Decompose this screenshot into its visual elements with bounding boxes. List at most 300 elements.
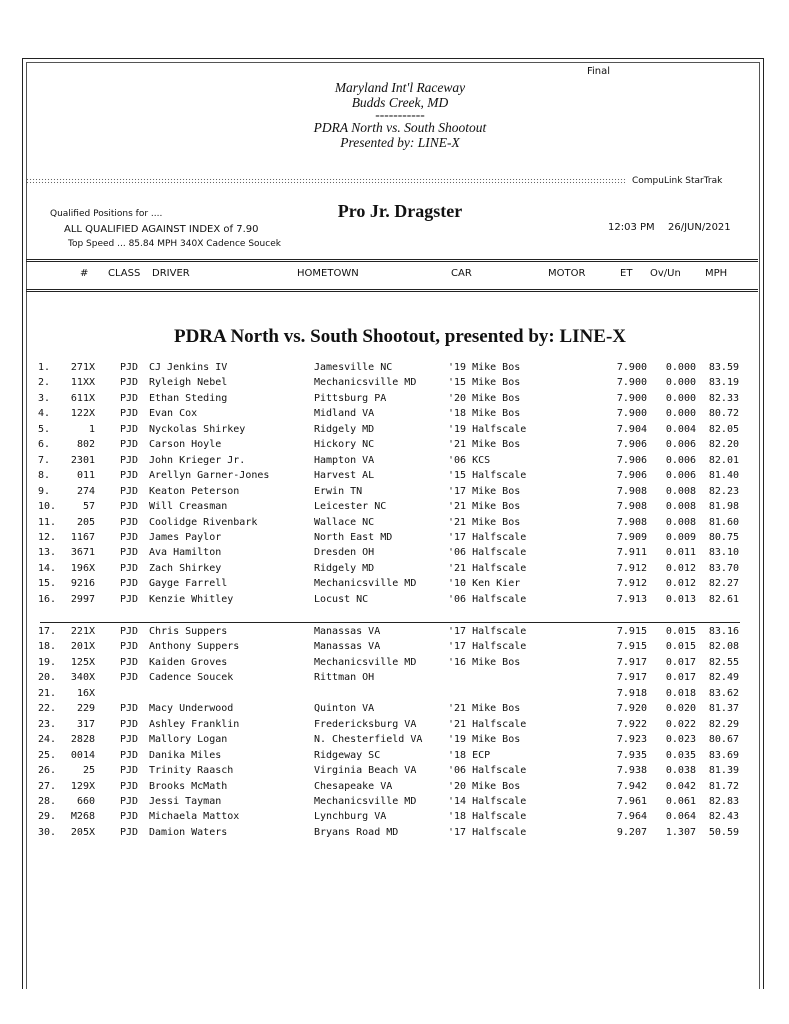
cell-car: '06 KCS bbox=[448, 454, 491, 466]
cell-driver: Carson Hoyle bbox=[149, 439, 222, 451]
track-city: Budds Creek, MD bbox=[351, 95, 449, 110]
table-row bbox=[0, 455, 789, 470]
cell-car-number: 2997 bbox=[70, 593, 95, 605]
cell-driver: Coolidge Rivenbark bbox=[149, 516, 258, 528]
cell-hometown: N. Chesterfield VA bbox=[314, 734, 423, 746]
cell-driver: Keaton Peterson bbox=[149, 485, 240, 497]
cell-class: PJD bbox=[120, 641, 139, 653]
table-row bbox=[0, 486, 789, 501]
cell-ov-un: 0.061 bbox=[665, 795, 696, 807]
cell-car: '21 Halfscale bbox=[448, 562, 527, 574]
cell-ov-un: 0.008 bbox=[665, 501, 696, 513]
cell-position: 16. bbox=[38, 593, 57, 605]
cell-et: 7.913 bbox=[616, 593, 647, 605]
cell-car-number: 340X bbox=[70, 672, 95, 684]
cell-ov-un: 0.042 bbox=[665, 780, 696, 792]
cell-class: PJD bbox=[120, 470, 139, 482]
cell-mph: 82.05 bbox=[708, 423, 739, 435]
cell-position: 22. bbox=[38, 703, 57, 715]
cell-car-number: 201X bbox=[70, 641, 95, 653]
col-header-driver: DRIVER bbox=[152, 268, 190, 279]
cell-class: PJD bbox=[120, 408, 139, 420]
cell-class: PJD bbox=[120, 439, 139, 451]
cell-mph: 82.27 bbox=[708, 578, 739, 590]
cell-class: PJD bbox=[120, 672, 139, 684]
cell-et: 7.906 bbox=[616, 454, 647, 466]
cell-ov-un: 1.307 bbox=[665, 826, 696, 838]
cell-car-number: 1167 bbox=[70, 531, 95, 543]
print-time: 12:03 PM bbox=[608, 222, 655, 233]
cell-et: 7.904 bbox=[616, 423, 647, 435]
cell-position: 26. bbox=[38, 765, 57, 777]
cell-et: 7.900 bbox=[616, 362, 647, 373]
cell-class: PJD bbox=[120, 578, 139, 590]
cell-driver: Ethan Steding bbox=[149, 392, 228, 404]
cell-car-number: 802 bbox=[76, 439, 95, 451]
cell-mph: 82.08 bbox=[708, 641, 739, 653]
table-row bbox=[0, 408, 789, 423]
table-row bbox=[0, 641, 789, 656]
cell-class: PJD bbox=[120, 718, 139, 730]
cell-car: '06 Halfscale bbox=[448, 765, 527, 777]
cell-car-number: 274 bbox=[76, 485, 95, 497]
table-row bbox=[0, 377, 789, 392]
cell-driver: Mallory Logan bbox=[149, 734, 228, 746]
cell-position: 11. bbox=[38, 516, 57, 528]
cell-car: '17 Halfscale bbox=[448, 531, 527, 543]
cell-car: '15 Mike Bos bbox=[448, 377, 521, 389]
cell-driver: Kaiden Groves bbox=[149, 656, 228, 668]
cell-driver: Danika Miles bbox=[149, 749, 222, 761]
cell-class: PJD bbox=[120, 562, 139, 574]
cell-class: PJD bbox=[120, 377, 139, 389]
cell-mph: 83.70 bbox=[708, 562, 739, 574]
cell-class: PJD bbox=[120, 454, 139, 466]
cell-car: '21 Mike Bos bbox=[448, 501, 521, 513]
cell-position: 24. bbox=[38, 734, 57, 746]
cell-et: 7.922 bbox=[616, 718, 647, 730]
cell-et: 7.912 bbox=[616, 578, 647, 590]
cell-et: 7.900 bbox=[616, 392, 647, 404]
cell-car-number: 16X bbox=[76, 687, 95, 699]
cell-position: 17. bbox=[38, 626, 57, 637]
cell-et: 7.912 bbox=[616, 562, 647, 574]
event-sponsor: Presented by: LINE-X bbox=[340, 135, 460, 150]
cell-class: PJD bbox=[120, 485, 139, 497]
cell-car-number: 122X bbox=[70, 408, 95, 420]
cell-ov-un: 0.017 bbox=[665, 672, 696, 684]
cell-hometown: Mechanicsville MD bbox=[314, 377, 417, 389]
col-header-ovun: Ov/Un bbox=[650, 268, 681, 279]
cell-et: 7.908 bbox=[616, 485, 647, 497]
cell-ov-un: 0.011 bbox=[665, 547, 696, 559]
cell-class: PJD bbox=[120, 811, 139, 823]
cell-class: PJD bbox=[120, 423, 139, 435]
cell-mph: 83.69 bbox=[708, 749, 739, 761]
cell-et: 7.961 bbox=[616, 795, 647, 807]
table-row bbox=[0, 750, 789, 765]
cell-driver: Brooks McMath bbox=[149, 780, 228, 792]
cell-car: '06 Halfscale bbox=[448, 593, 527, 605]
cell-class: PJD bbox=[120, 362, 139, 373]
cell-mph: 80.67 bbox=[708, 734, 739, 746]
table-row bbox=[0, 703, 789, 718]
cell-hometown: Mechanicsville MD bbox=[314, 656, 417, 668]
cell-position: 27. bbox=[38, 780, 57, 792]
table-row bbox=[0, 362, 789, 377]
cell-hometown: Erwin TN bbox=[314, 485, 363, 497]
header-rule-bottom-2 bbox=[26, 291, 758, 292]
cell-mph: 82.43 bbox=[708, 811, 739, 823]
cell-car: '19 Mike Bos bbox=[448, 734, 521, 746]
cell-et: 7.915 bbox=[616, 626, 647, 637]
table-row bbox=[0, 393, 789, 408]
col-header-num: # bbox=[80, 268, 89, 279]
cell-et: 7.906 bbox=[616, 439, 647, 451]
timing-system-label: CompuLink StarTrak bbox=[632, 176, 723, 186]
cell-mph: 50.59 bbox=[708, 826, 739, 838]
cell-car-number: 205X bbox=[70, 826, 95, 838]
cell-car-number: 25 bbox=[82, 765, 95, 777]
cell-car: '15 Halfscale bbox=[448, 470, 527, 482]
cell-position: 9. bbox=[38, 485, 51, 497]
cell-hometown: Ridgely MD bbox=[314, 562, 375, 574]
cell-car: '10 Ken Kier bbox=[448, 578, 521, 590]
cell-et: 7.915 bbox=[616, 641, 647, 653]
cell-ov-un: 0.004 bbox=[665, 423, 696, 435]
cell-hometown: Ridgeway SC bbox=[314, 749, 381, 761]
cell-ov-un: 0.008 bbox=[665, 485, 696, 497]
cell-ov-un: 0.017 bbox=[665, 656, 696, 668]
cell-mph: 83.19 bbox=[708, 377, 739, 389]
cell-et: 7.918 bbox=[616, 687, 647, 699]
cell-mph: 81.98 bbox=[708, 501, 739, 513]
cell-car: '17 Halfscale bbox=[448, 641, 527, 653]
cell-mph: 82.29 bbox=[708, 718, 739, 730]
cell-mph: 82.49 bbox=[708, 672, 739, 684]
cell-hometown: Hampton VA bbox=[314, 454, 375, 466]
cell-position: 12. bbox=[38, 531, 57, 543]
cell-et: 7.942 bbox=[616, 780, 647, 792]
cell-car: '18 ECP bbox=[448, 749, 491, 761]
cell-car-number: 660 bbox=[76, 795, 95, 807]
table-row bbox=[0, 594, 789, 609]
cell-class: PJD bbox=[120, 593, 139, 605]
cell-car-number: 2301 bbox=[70, 454, 95, 466]
cell-ov-un: 0.000 bbox=[665, 408, 696, 420]
cell-mph: 82.55 bbox=[708, 656, 739, 668]
cell-et: 7.917 bbox=[616, 656, 647, 668]
cell-driver: CJ Jenkins IV bbox=[149, 362, 228, 373]
cell-mph: 81.60 bbox=[708, 516, 739, 528]
table-row bbox=[0, 439, 789, 454]
cell-ov-un: 0.006 bbox=[665, 454, 696, 466]
cell-ov-un: 0.000 bbox=[665, 392, 696, 404]
cell-car-number: 1 bbox=[88, 423, 95, 435]
cell-car-number: 271X bbox=[70, 362, 95, 373]
cell-driver: Ava Hamilton bbox=[149, 547, 222, 559]
cell-car: '21 Mike Bos bbox=[448, 516, 521, 528]
cell-position: 23. bbox=[38, 718, 57, 730]
event-name: PDRA North vs. South Shootout bbox=[313, 120, 487, 135]
table-row bbox=[0, 547, 789, 562]
cell-ov-un: 0.009 bbox=[665, 531, 696, 543]
cell-class: PJD bbox=[120, 734, 139, 746]
cell-car-number: 2828 bbox=[70, 734, 95, 746]
cell-car-number: 011 bbox=[76, 470, 95, 482]
cell-car-number: 205 bbox=[76, 516, 95, 528]
cell-car-number: 317 bbox=[76, 718, 95, 730]
cell-et: 7.908 bbox=[616, 516, 647, 528]
cell-hometown: Fredericksburg VA bbox=[314, 718, 417, 730]
cell-position: 13. bbox=[38, 547, 57, 559]
cell-mph: 82.61 bbox=[708, 593, 739, 605]
table-row bbox=[0, 532, 789, 547]
cell-et: 7.900 bbox=[616, 408, 647, 420]
cell-mph: 82.23 bbox=[708, 485, 739, 497]
cell-ov-un: 0.023 bbox=[665, 734, 696, 746]
event-title: PDRA North vs. South Shootout, presented by: LINE-X bbox=[173, 326, 626, 347]
cell-position: 20. bbox=[38, 672, 57, 684]
cell-driver: Cadence Soucek bbox=[149, 672, 234, 684]
cell-ov-un: 0.006 bbox=[665, 439, 696, 451]
cell-mph: 83.16 bbox=[708, 626, 739, 637]
cell-car-number: 125X bbox=[70, 656, 95, 668]
cell-hometown: Hickory NC bbox=[314, 439, 375, 451]
cell-ov-un: 0.015 bbox=[665, 641, 696, 653]
cell-driver: Chris Suppers bbox=[149, 626, 228, 637]
cell-position: 30. bbox=[38, 826, 57, 838]
cell-car-number: 9216 bbox=[70, 578, 95, 590]
cell-hometown: North East MD bbox=[314, 531, 393, 543]
cell-class: PJD bbox=[120, 626, 139, 637]
cell-driver: Anthony Suppers bbox=[149, 641, 240, 653]
col-header-class: CLASS bbox=[108, 268, 141, 279]
table-row bbox=[0, 424, 789, 439]
table-row bbox=[0, 578, 789, 593]
cell-position: 15. bbox=[38, 578, 57, 590]
cell-hometown: Midland VA bbox=[314, 408, 375, 420]
cell-class: PJD bbox=[120, 826, 139, 838]
cell-car: '06 Halfscale bbox=[448, 547, 527, 559]
cell-class: PJD bbox=[120, 547, 139, 559]
table-row bbox=[0, 765, 789, 780]
cell-hometown: Dresden OH bbox=[314, 547, 375, 559]
cell-mph: 80.72 bbox=[708, 408, 739, 420]
cell-position: 21. bbox=[38, 687, 57, 699]
cell-class: PJD bbox=[120, 656, 139, 668]
cell-ov-un: 0.006 bbox=[665, 470, 696, 482]
cell-car-number: 221X bbox=[70, 626, 95, 637]
cell-et: 7.900 bbox=[616, 377, 647, 389]
cell-et: 7.964 bbox=[616, 811, 647, 823]
cell-et: 7.938 bbox=[616, 765, 647, 777]
cell-hometown: Locust NC bbox=[314, 593, 369, 605]
qualified-label: Qualified Positions for .... bbox=[50, 209, 163, 219]
cell-class: PJD bbox=[120, 749, 139, 761]
cell-car-number: 0014 bbox=[70, 749, 95, 761]
print-date: 26/JUN/2021 bbox=[668, 222, 731, 233]
cell-mph: 81.37 bbox=[708, 703, 739, 715]
cell-hometown: Pittsburg PA bbox=[314, 392, 387, 404]
cell-mph: 82.83 bbox=[708, 795, 739, 807]
col-header-car: CAR bbox=[451, 268, 472, 279]
table-row bbox=[0, 517, 789, 532]
cell-driver: Damion Waters bbox=[149, 826, 228, 838]
cell-car: '21 Mike Bos bbox=[448, 439, 521, 451]
cell-car: '19 Halfscale bbox=[448, 423, 527, 435]
cell-position: 10. bbox=[38, 501, 57, 513]
cell-car: '18 Mike Bos bbox=[448, 408, 521, 420]
cell-car: '21 Mike Bos bbox=[448, 703, 521, 715]
cell-driver: Evan Cox bbox=[149, 408, 198, 420]
cell-ov-un: 0.012 bbox=[665, 578, 696, 590]
cell-driver: Michaela Mattox bbox=[149, 811, 240, 823]
cell-car-number: 57 bbox=[82, 501, 95, 513]
cell-mph: 81.72 bbox=[708, 780, 739, 792]
cell-ov-un: 0.038 bbox=[665, 765, 696, 777]
cell-car-number: 129X bbox=[70, 780, 95, 792]
cell-et: 7.920 bbox=[616, 703, 647, 715]
cell-car: '20 Mike Bos bbox=[448, 392, 521, 404]
cell-class: PJD bbox=[120, 531, 139, 543]
cell-position: 3. bbox=[38, 392, 51, 404]
header-rule-top bbox=[26, 259, 758, 260]
cell-car-number: 611X bbox=[70, 392, 95, 404]
table-row bbox=[0, 470, 789, 485]
cell-ov-un: 0.013 bbox=[665, 593, 696, 605]
col-header-hometown: HOMETOWN bbox=[297, 268, 359, 279]
cell-mph: 82.20 bbox=[708, 439, 739, 451]
table-row bbox=[0, 796, 789, 811]
cell-hometown: Quinton VA bbox=[314, 703, 375, 715]
cell-ov-un: 0.020 bbox=[665, 703, 696, 715]
cell-driver: Macy Underwood bbox=[149, 703, 234, 715]
cell-et: 7.917 bbox=[616, 672, 647, 684]
table-row bbox=[0, 734, 789, 749]
header-rule-top-2 bbox=[26, 261, 758, 262]
cell-hometown: Harvest AL bbox=[314, 470, 375, 482]
dotted-separator bbox=[26, 178, 626, 185]
cell-car: '17 Mike Bos bbox=[448, 485, 521, 497]
cell-car-number: 11XX bbox=[70, 377, 95, 389]
table-row bbox=[0, 688, 789, 703]
cell-class: PJD bbox=[120, 795, 139, 807]
cell-position: 1. bbox=[38, 362, 51, 373]
cell-hometown: Jamesville NC bbox=[314, 362, 393, 373]
cell-mph: 82.33 bbox=[708, 392, 739, 404]
cell-class: PJD bbox=[120, 703, 139, 715]
cell-position: 18. bbox=[38, 641, 57, 653]
cell-hometown: Lynchburg VA bbox=[314, 811, 387, 823]
table-row bbox=[0, 672, 789, 687]
col-header-mph: MPH bbox=[705, 268, 728, 279]
cell-hometown: Ridgely MD bbox=[314, 423, 375, 435]
table-row bbox=[0, 719, 789, 734]
cell-hometown: Rittman OH bbox=[314, 672, 375, 684]
table-row bbox=[0, 501, 789, 516]
cell-hometown: Mechanicsville MD bbox=[314, 578, 417, 590]
table-row bbox=[0, 811, 789, 826]
table-row bbox=[0, 563, 789, 578]
cell-ov-un: 0.015 bbox=[665, 626, 696, 637]
table-row bbox=[0, 657, 789, 672]
cell-driver: James Paylor bbox=[149, 531, 222, 543]
cell-driver: Ashley Franklin bbox=[149, 718, 240, 730]
class-title: Pro Jr. Dragster bbox=[337, 201, 463, 221]
cell-mph: 83.10 bbox=[708, 547, 739, 559]
cell-driver: Trinity Raasch bbox=[149, 765, 234, 777]
cell-car: '17 Halfscale bbox=[448, 826, 527, 838]
cell-mph: 81.39 bbox=[708, 765, 739, 777]
cell-hometown: Manassas VA bbox=[314, 641, 381, 653]
col-header-motor: MOTOR bbox=[548, 268, 586, 279]
cell-hometown: Bryans Road MD bbox=[314, 826, 399, 838]
cell-mph: 80.75 bbox=[708, 531, 739, 543]
cell-hometown: Chesapeake VA bbox=[314, 780, 393, 792]
cell-et: 7.923 bbox=[616, 734, 647, 746]
cell-hometown: Manassas VA bbox=[314, 626, 381, 637]
cell-ov-un: 0.012 bbox=[665, 562, 696, 574]
cell-car: '19 Mike Bos bbox=[448, 362, 521, 373]
cell-position: 28. bbox=[38, 795, 57, 807]
header-rule-bottom bbox=[26, 289, 758, 290]
cell-position: 2. bbox=[38, 377, 51, 389]
cell-ov-un: 0.035 bbox=[665, 749, 696, 761]
cell-driver: John Krieger Jr. bbox=[149, 454, 246, 466]
cell-driver: Zach Shirkey bbox=[149, 562, 222, 574]
cell-car: '17 Halfscale bbox=[448, 626, 527, 637]
table-row bbox=[0, 827, 789, 842]
cell-hometown: Leicester NC bbox=[314, 501, 387, 513]
cell-driver: Gayge Farrell bbox=[149, 578, 228, 590]
table-row bbox=[0, 626, 789, 641]
cell-driver: Jessi Tayman bbox=[149, 795, 222, 807]
cell-driver: Arellyn Garner-Jones bbox=[149, 470, 270, 482]
cell-driver: Kenzie Whitley bbox=[149, 593, 234, 605]
cell-ov-un: 0.008 bbox=[665, 516, 696, 528]
cell-et: 7.911 bbox=[616, 547, 647, 559]
cell-class: PJD bbox=[120, 516, 139, 528]
cell-hometown: Virginia Beach VA bbox=[314, 765, 417, 777]
cell-position: 5. bbox=[38, 423, 51, 435]
cell-car: '16 Mike Bos bbox=[448, 656, 521, 668]
cell-ov-un: 0.022 bbox=[665, 718, 696, 730]
cell-car: '20 Mike Bos bbox=[448, 780, 521, 792]
cell-ov-un: 0.018 bbox=[665, 687, 696, 699]
cell-car: '14 Halfscale bbox=[448, 795, 527, 807]
track-name: Maryland Int'l Raceway bbox=[334, 80, 466, 95]
col-header-et: ET bbox=[620, 268, 633, 279]
table-row bbox=[0, 781, 789, 796]
cell-class: PJD bbox=[120, 392, 139, 404]
cell-et: 9.207 bbox=[616, 826, 647, 838]
cell-car-number: 229 bbox=[76, 703, 95, 715]
status-label: Final bbox=[587, 66, 611, 77]
cell-car-number: M268 bbox=[70, 811, 95, 823]
cell-et: 7.935 bbox=[616, 749, 647, 761]
cell-mph: 81.40 bbox=[708, 470, 739, 482]
cell-position: 19. bbox=[38, 656, 57, 668]
cell-ov-un: 0.000 bbox=[665, 377, 696, 389]
header-divider: ----------- bbox=[375, 107, 425, 122]
cell-position: 7. bbox=[38, 454, 51, 466]
cell-class: PJD bbox=[120, 501, 139, 513]
cell-position: 4. bbox=[38, 408, 51, 420]
index-note: ALL QUALIFIED AGAINST INDEX of 7.90 bbox=[64, 224, 259, 235]
cell-position: 29. bbox=[38, 811, 57, 823]
cell-mph: 83.62 bbox=[708, 687, 739, 699]
